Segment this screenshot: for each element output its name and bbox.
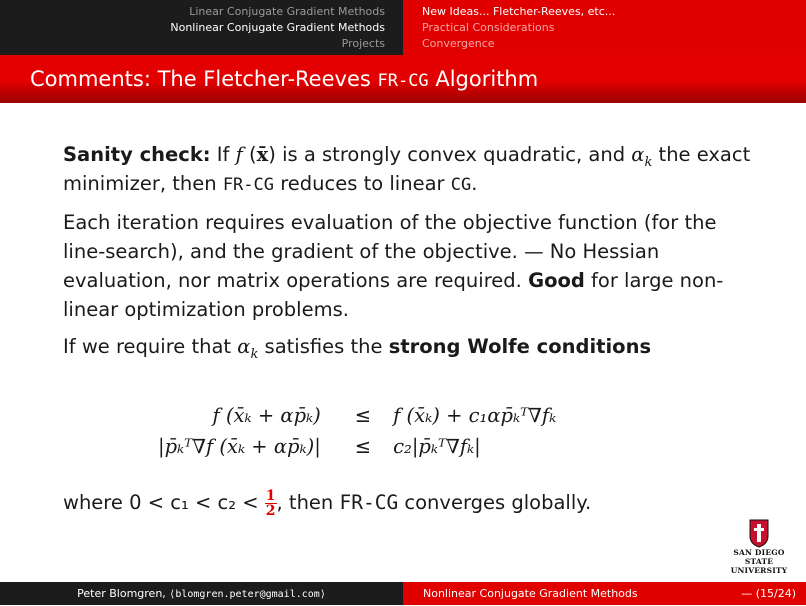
convergence-statement xyxy=(63,488,591,518)
math-x: x̄ xyxy=(256,143,269,166)
logo-line-2: UNIVERSITY xyxy=(730,566,788,575)
logo-line-1: SAN DIEGO STATE xyxy=(733,548,785,566)
text: is a strongly convex quadratic, and xyxy=(275,143,632,166)
equation-rhs: f (x̄ₖ) + c₁αp̄ₖᵀ∇fₖ xyxy=(393,404,557,427)
nav-section-projects[interactable]: Projects xyxy=(341,37,385,50)
text: Each iteration requires evaluation of the objective function (for the line-search), and the gradient of the objective. — No Hessian evaluation, nor matrix operations are required. xyxy=(63,211,717,292)
code-cg: CG xyxy=(450,175,472,195)
page-number: — (15/24) xyxy=(741,587,796,600)
title-code: FR-CG xyxy=(377,71,429,91)
fraction-denominator: 2 xyxy=(265,503,276,519)
nav-sections xyxy=(0,0,403,55)
wolfe-paragraph xyxy=(63,332,763,361)
author-email: ⟨blomgren.peter@gmail.com⟩ xyxy=(169,589,326,600)
text: ) xyxy=(268,143,276,166)
good-label: Good xyxy=(528,269,585,292)
math-alpha: α xyxy=(237,335,251,358)
slide-body xyxy=(63,140,763,369)
text: for large non-linear optimization problems. xyxy=(63,269,724,321)
top-navigation xyxy=(0,0,806,55)
math-alpha: α xyxy=(631,143,645,166)
text: satisfies the xyxy=(258,335,389,358)
footer xyxy=(0,582,806,605)
text: converges globally. xyxy=(398,491,592,514)
fraction-numerator: 1 xyxy=(265,488,276,504)
text: where 0 < c₁ < c₂ < xyxy=(63,491,265,514)
equation-relation: ≤ xyxy=(354,404,372,427)
nav-section-nonlinear-cg[interactable]: Nonlinear Conjugate Gradient Methods xyxy=(170,21,385,34)
title-suffix: Algorithm xyxy=(428,67,539,91)
code-fr-cg: FR-CG xyxy=(222,175,274,195)
title-prefix: Comments: The Fletcher-Reeves xyxy=(30,67,378,91)
code-fr-cg: FR-CG xyxy=(339,491,399,514)
strong-wolfe-label: strong Wolfe conditions xyxy=(388,335,652,358)
nav-subsection-new-ideas[interactable]: New Ideas... Fletcher-Reeves, etc... xyxy=(422,5,616,18)
fraction-one-half xyxy=(265,489,277,518)
text: reduces to linear xyxy=(274,172,451,195)
sanity-check-label: Sanity check: xyxy=(63,143,211,166)
nav-section-linear-cg[interactable]: Linear Conjugate Gradient Methods xyxy=(189,5,385,18)
frame-title xyxy=(0,55,806,103)
sdsu-logo xyxy=(722,518,796,575)
text: the exact minimizer, then xyxy=(63,143,751,195)
equation-lhs: |p̄ₖᵀ∇f (x̄ₖ + αp̄ₖ)| xyxy=(158,435,321,458)
nav-subsections xyxy=(403,0,806,55)
equation-relation: ≤ xyxy=(354,435,372,458)
nav-subsection-convergence[interactable]: Convergence xyxy=(422,37,495,50)
nav-subsection-practical[interactable]: Practical Considerations xyxy=(422,21,555,34)
text: ( xyxy=(242,143,257,166)
text: , then xyxy=(276,491,340,514)
math-f: f xyxy=(235,143,243,166)
wolfe-equations xyxy=(150,400,564,462)
math-subscript: k xyxy=(644,154,653,170)
author-name: Peter Blomgren, xyxy=(77,587,166,600)
text: . xyxy=(471,172,478,195)
footer-author xyxy=(0,582,403,605)
iteration-paragraph xyxy=(63,208,763,324)
equation-row xyxy=(150,431,564,462)
shield-icon xyxy=(748,518,770,548)
math-subscript: k xyxy=(250,346,259,362)
equation-row xyxy=(150,400,564,431)
equation-rhs: c₂|p̄ₖᵀ∇fₖ| xyxy=(393,435,481,458)
sanity-check-paragraph xyxy=(63,140,763,200)
footer-right xyxy=(403,582,806,605)
footer-section-title: Nonlinear Conjugate Gradient Methods xyxy=(423,587,638,600)
equation-lhs: f (x̄ₖ + αp̄ₖ) xyxy=(212,404,321,427)
text: If xyxy=(210,143,236,166)
text: If we require that xyxy=(63,335,238,358)
